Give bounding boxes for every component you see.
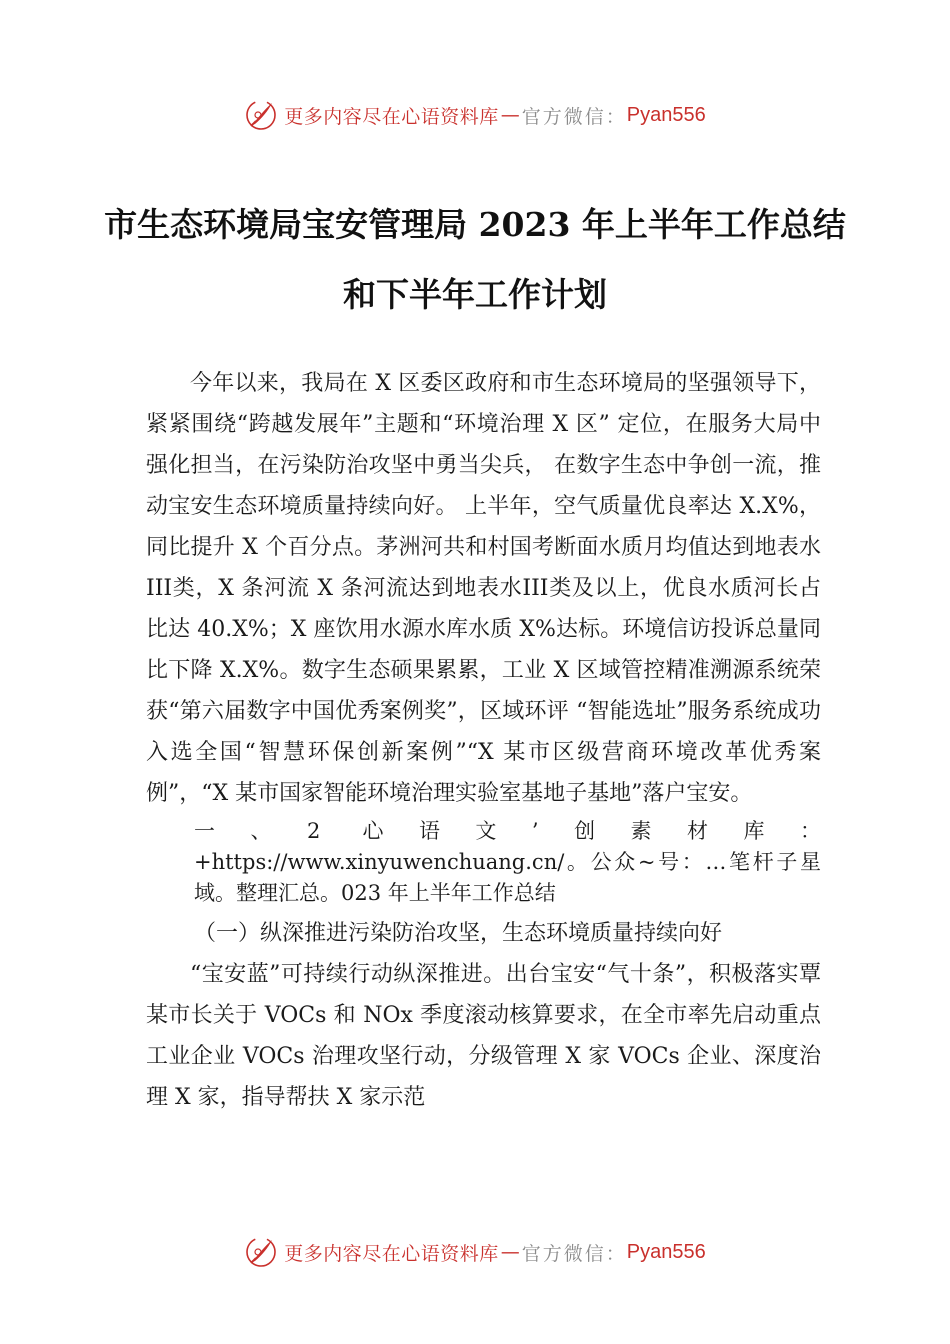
banner-wechat-label: 官方微信： bbox=[521, 105, 627, 128]
banner-dash: — bbox=[500, 1241, 520, 1263]
banner-text: 更多内容尽在心语资料库 bbox=[284, 105, 499, 128]
document-body bbox=[146, 363, 821, 1118]
footer-banner bbox=[0, 1232, 950, 1272]
banner-wechat-id: Pyan556 bbox=[626, 103, 706, 126]
banner-text: 更多内容尽在心语资料库 bbox=[284, 1242, 499, 1265]
quill-pen-logo-icon bbox=[244, 98, 278, 132]
document-title: 市生态环境局宝安管理局 2023 年上半年工作总结和下半年工作计划 bbox=[104, 205, 846, 314]
subsection-heading: （一）纵深推进污染防治攻坚，生态环境质量持续向好 bbox=[194, 921, 723, 946]
banner-wechat-id: Pyan556 bbox=[626, 1240, 706, 1263]
paragraph-blue-sky: “宝安蓝”可持续行动纵深推进。出台宝安“气十条”，积极落实覃某市长关于 VOCs 和 NOx 季度滚动核算要求，在全市率先启动重点工业企业 VOCs 治理攻坚行动，分级管理 X 家 VOCs 企业、深度治理 X 家，指导帮扶 X 家示范 bbox=[146, 962, 821, 1110]
banner-wechat-label: 官方微信： bbox=[521, 1242, 627, 1265]
banner-dash: — bbox=[500, 104, 520, 126]
paragraph-intro: 今年以来，我局在 X 区委区政府和市生态环境局的坚强领导下，紧紧围绕“跨越发展年”主题和“环境治理 X 区” 定位，在服务大局中强化担当，在污染防治攻坚中勇当尖兵， 在数字生态中争创一流，推动宝安生态环境质量持续向好。 上半年，空气质量优良率达 X.X%，同比提升 X 个百分点。茅洲河共和村国考断面水质月均值达到地表水III类，X 条河流 X 条河流达到地表水III类及以上，优良水质河长占比达 40.X%；X 座饮用水源水库水质 X%达标。环境信访投诉总量同比下降 X.X%。数字生态硕果累累，工业 X 区域管控精准溯源系统荣获“第六届数字中国优秀案例奖”，区域环评 “智能选址”服务系统成功入选全国“智慧环保创新案例”“X 某市区级营商环境改革优秀案例”，“X 某市国家智能环境治理实验室基地子基地”落户宝安。 bbox=[146, 371, 821, 806]
quill-pen-logo-icon bbox=[244, 1235, 278, 1269]
section-heading: 一、2 心语文’创素材库：+https://www.xinyuwenchuang.cn/。公众~号：…笔杆子星域。整理汇总。023 年上半年工作总结 bbox=[194, 819, 821, 905]
header-banner bbox=[0, 95, 950, 135]
